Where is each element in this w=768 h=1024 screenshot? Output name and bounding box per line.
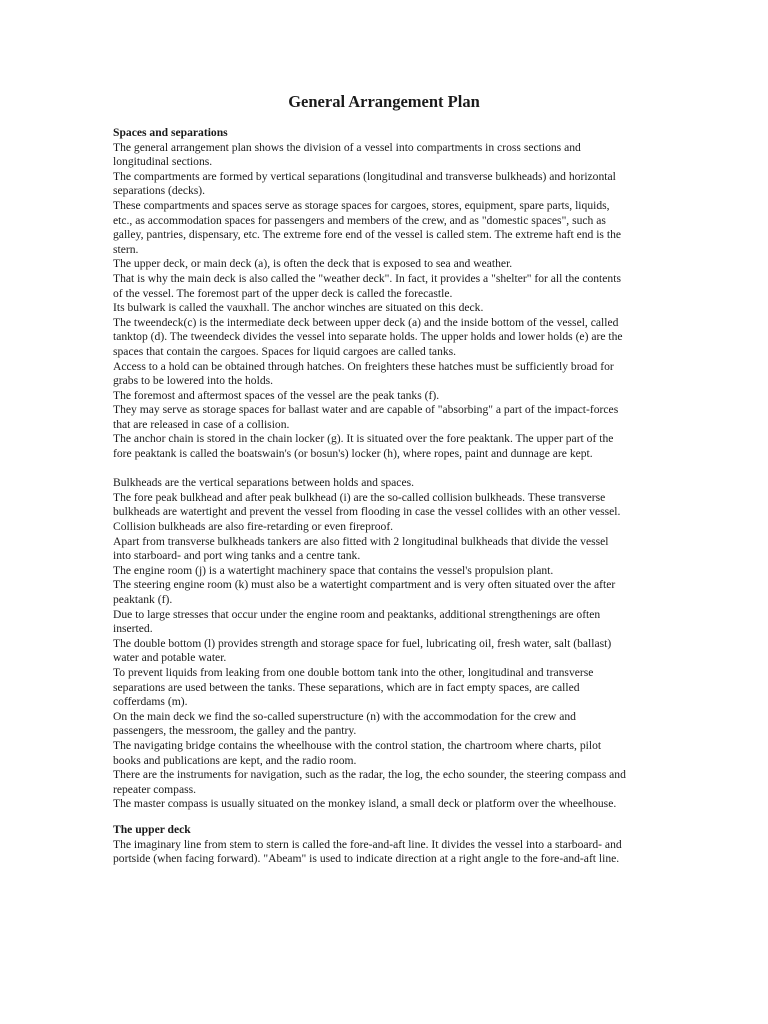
document-body <box>113 126 629 867</box>
page-title: General Arrangement Plan <box>288 92 480 111</box>
paragraph: The engine room (j) is a watertight machinery space that contains the vessel's propulsion plant. <box>113 563 554 577</box>
paragraph: Bulkheads are the vertical separations between holds and spaces. <box>113 476 415 490</box>
paragraph: That is why the main deck is also called the "weather deck". In fact, it provides a "shelter" for all the contents of the vessel. The foremost part of the upper deck is called the forecastle. <box>113 271 621 300</box>
section-heading-upper-deck: The upper deck <box>113 822 191 836</box>
paragraph: There are the instruments for navigation, such as the radar, the log, the echo sounder, the steering compass and repeater compass. <box>113 768 626 796</box>
paragraph: The fore peak bulkhead and after peak bulkhead (i) are the so-called collision bulkheads. These transverse bulkheads are watertight and prevent the vessel from flooding in case the vessel collides with an other vessel. Collision bulkheads are also fire-retarding or even fireproof. <box>113 490 621 534</box>
paragraph: To prevent liquids from leaking from one double bottom tank into the other, longitudinal and transverse separations are used between the tanks. These separations, which are in fact empty spaces, are called cofferdams (m). <box>113 665 594 709</box>
paragraph: The double bottom (l) provides strength and storage space for fuel, lubricating oil, fresh water, salt (ballast) water and potable water. <box>113 636 612 665</box>
paragraph-spacer <box>113 462 629 477</box>
paragraph: Apart from transverse bulkheads tankers are also fitted with 2 longitudinal bulkheads that divide the vessel into starboard- and port wing tanks and a centre tank. <box>113 534 609 563</box>
paragraph: The tweendeck(c) is the intermediate deck between upper deck (a) and the inside bottom of the vessel, called tanktop (d). The tweendeck divides the vessel into separate holds. The upper holds and lower holds (e) are the spaces that contain the cargoes. Spaces for liquid cargoes are called tanks. <box>113 315 623 358</box>
paragraph-spacer <box>113 812 629 823</box>
paragraph: The master compass is usually situated on the monkey island, a small deck or platform over the wheelhouse. <box>113 797 617 811</box>
paragraph: The upper deck, or main deck (a), is often the deck that is exposed to sea and weather. <box>113 257 513 271</box>
section-heading-spaces: Spaces and separations <box>113 126 228 139</box>
paragraph: The foremost and aftermost spaces of the vessel are the peak tanks (f). <box>113 388 440 402</box>
paragraph: They may serve as storage spaces for ballast water and are capable of "absorbing" a part of the impact-forces that are released in case of a collision. <box>113 403 619 431</box>
paragraph: The imaginary line from stem to stern is called the fore-and-aft line. It divides the vessel into a starboard- and portside (when facing forward). "Abeam" is used to indicate direction at a right angle to the fore-and-aft line. <box>113 837 622 866</box>
paragraph: Its bulwark is called the vauxhall. The anchor winches are situated on this deck. <box>113 301 484 315</box>
paragraph: Access to a hold can be obtained through hatches. On freighters these hatches must be sufficiently broad for grabs to be lowered into the holds. <box>113 359 614 388</box>
paragraph: The anchor chain is stored in the chain locker (g). It is situated over the fore peaktank. The upper part of the fore peaktank is called the boatswain's (or bosun's) locker (h), where ropes, paint and dunnage are kept. <box>113 432 614 461</box>
paragraph: The general arrangement plan shows the division of a vessel into compartments in cross sections and longitudinal sections. <box>113 140 581 169</box>
paragraph: The navigating bridge contains the wheelhouse with the control station, the chartroom where charts, pilot books and publications are kept, and the radio room. <box>113 738 602 767</box>
paragraph: The steering engine room (k) must also be a watertight compartment and is very often situated over the after peaktank (f). <box>113 578 616 606</box>
paragraph: These compartments and spaces serve as storage spaces for cargoes, stores, equipment, spare parts, liquids, etc., as accommodation spaces for passengers and members of the crew, and as "domestic spaces", such as galley, pantries, dispensary, etc. The extreme fore end of the vessel is called stem. The extreme haft end is the stern. <box>113 198 622 256</box>
paragraph: Due to large stresses that occur under the engine room and peaktanks, additional strengthenings are often inserted. <box>113 607 601 636</box>
paragraph: On the main deck we find the so-called superstructure (n) with the accommodation for the crew and passengers, the messroom, the galley and the pantry. <box>113 709 576 738</box>
paragraph: The compartments are formed by vertical separations (longitudinal and transverse bulkheads) and horizontal separations (decks). <box>113 169 616 198</box>
